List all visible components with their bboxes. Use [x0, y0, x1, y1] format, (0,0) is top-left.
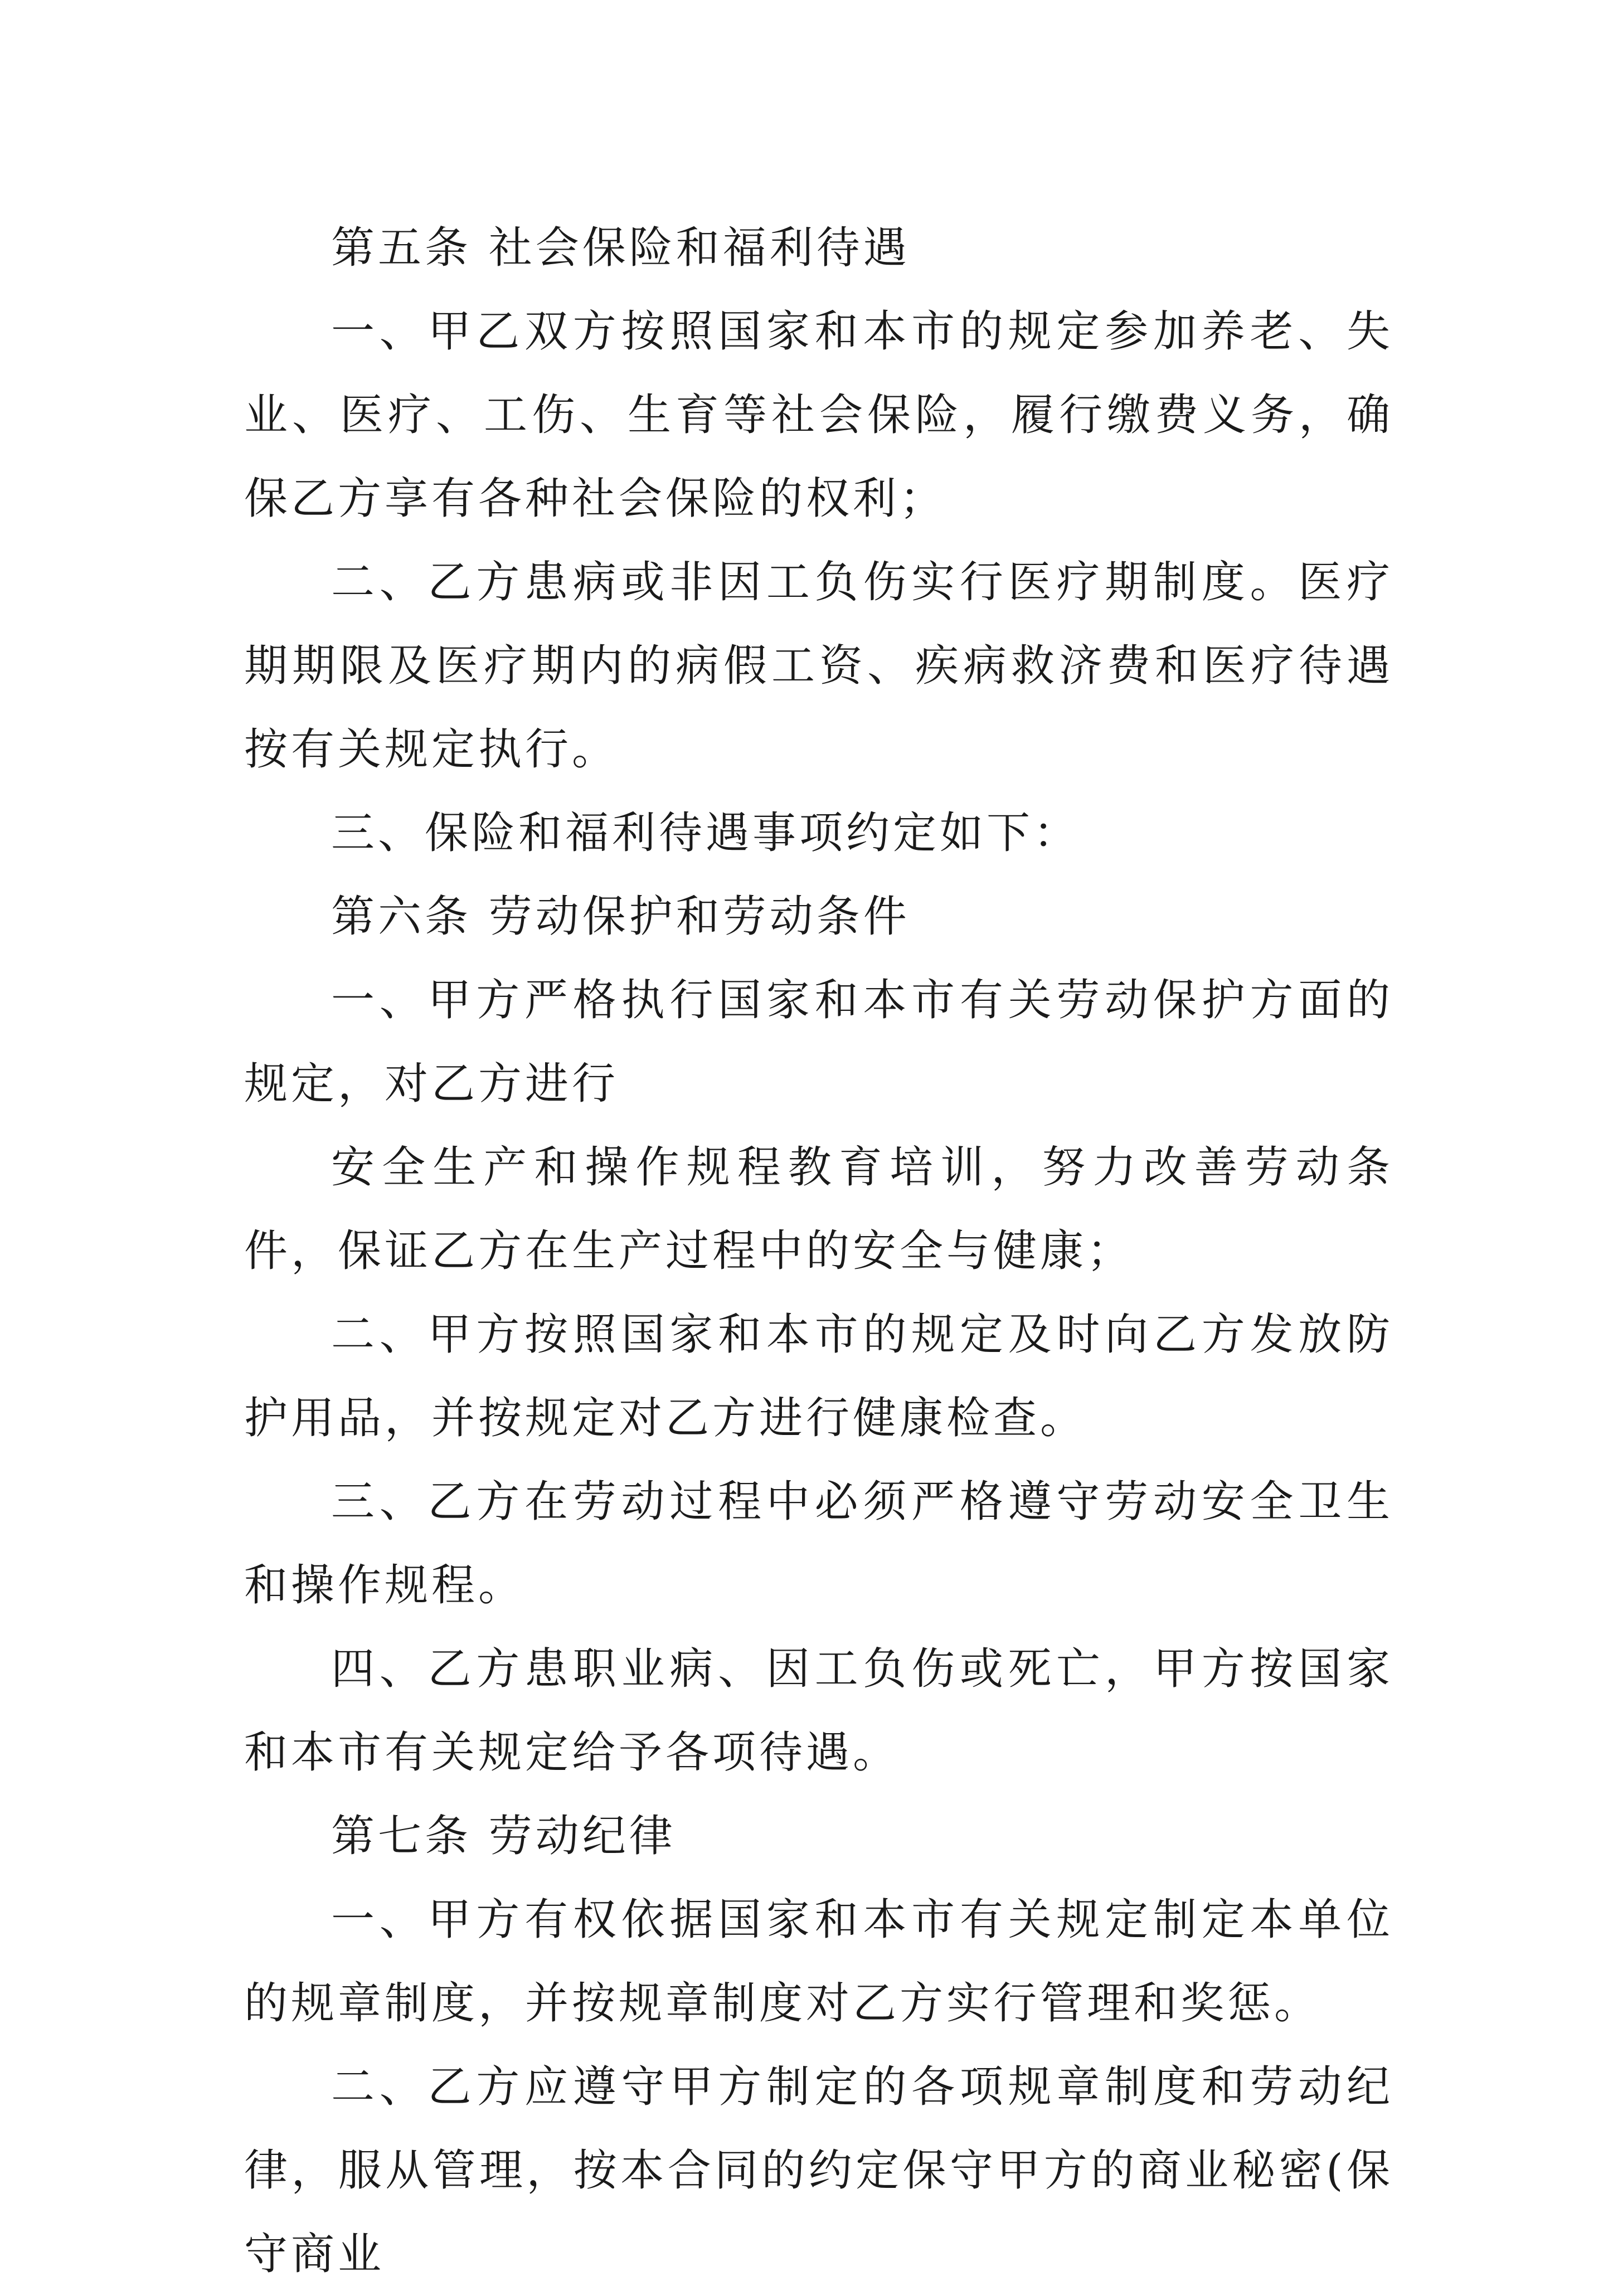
article-5-heading: 第五条 社会保险和福利待遇	[331, 223, 910, 273]
article-6-heading: 第六条 劳动保护和劳动条件	[331, 892, 910, 942]
article-7-clause-1: 一、甲方有权依据国家和本市有关规定制定本单位的规章制度，并按规章制度对乙方实行管理和奖惩。	[244, 1895, 1393, 2029]
article-6-clause-4: 四、乙方患职业病、因工负伤或死亡，甲方按国家和本市有关规定给予各项待遇。	[244, 1644, 1393, 1778]
article-6-clause-1-continued: 安全生产和操作规程教育培训，努力改善劳动条件，保证乙方在生产过程中的安全与健康；	[244, 1142, 1393, 1276]
article-5-clause-2: 二、乙方患病或非因工负伤实行医疗期制度。医疗期期限及医疗期内的病假工资、疾病救济费和医疗待遇按有关规定执行。	[244, 557, 1393, 775]
article-6-clause-2: 二、甲方按照国家和本市的规定及时向乙方发放防护用品，并按规定对乙方进行健康检查。	[244, 1310, 1393, 1443]
article-5-clause-1: 一、甲乙双方按照国家和本市的规定参加养老、失业、医疗、工伤、生育等社会保险，履行缴费义务，确保乙方享有各种社会保险的权利；	[244, 307, 1393, 524]
article-7-clause-2: 二、乙方应遵守甲方制定的各项规章制度和劳动纪律，服从管理，按本合同的约定保守甲方的商业秘密(保守商业	[244, 2062, 1393, 2279]
article-6-clause-3: 三、乙方在劳动过程中必须严格遵守劳动安全卫生和操作规程。	[244, 1477, 1393, 1611]
article-6-clause-1: 一、甲方严格执行国家和本市有关劳动保护方面的规定，对乙方进行	[244, 975, 1393, 1109]
article-5-clause-3: 三、保险和福利待遇事项约定如下：	[331, 808, 1081, 858]
document-body	[244, 206, 1393, 2296]
article-7-heading: 第七条 劳动纪律	[331, 1811, 676, 1861]
